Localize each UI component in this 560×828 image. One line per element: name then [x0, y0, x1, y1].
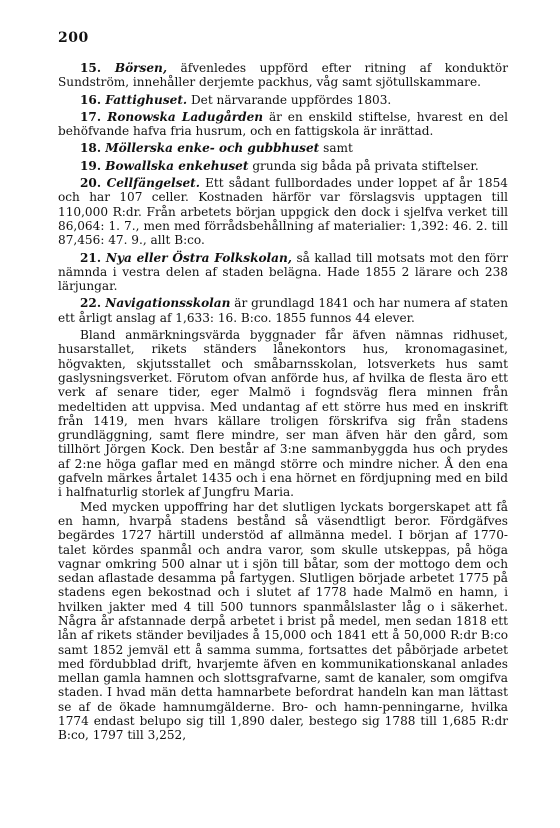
entry-item: [58, 93, 508, 107]
numbered-entries: [58, 61, 508, 325]
entry-text: Ett sådant fullbordades under loppet af år 1854 och har 107 celler. Kostnaden härför var förslagsvis upptagen till 110,000 R:dr. Från arbetets början uppgick den dock i sjelfva verket till 86,064: 1. 7., men med förrådsbehållning af materialier: 1,392: 46. 2. till 87,456: 47. 9., allt B:co.: [58, 176, 508, 248]
entry-item: [58, 296, 508, 325]
page-number: 200: [58, 30, 89, 46]
entry-number: 21.: [80, 250, 106, 265]
entry-item: [58, 110, 508, 139]
entry-number: 18.: [80, 141, 106, 156]
entry-text: grunda sig båda på privata stiftelser.: [248, 158, 479, 173]
entry-text: samt: [319, 141, 353, 156]
entry-title: Navigationsskolan: [105, 296, 231, 311]
entry-item: [58, 141, 508, 155]
entry-item: [58, 176, 508, 247]
entry-number: 17.: [80, 109, 108, 124]
entry-number: 22.: [80, 296, 106, 311]
body-paragraphs: [58, 328, 508, 743]
entry-item: [58, 159, 508, 173]
entry-text: är en enskild stiftelse, hvarest en del behöfvande hafva fria husrum, och en fattigskola är inrättad.: [58, 109, 508, 139]
entry-title: Ronowska Ladugården: [107, 109, 264, 124]
entry-number: 20.: [80, 176, 107, 191]
entry-title: Fattighuset.: [105, 92, 188, 107]
body-paragraph: Med mycken uppoffring har det slutligen lyckats borgerskapet att få en hamn, hvarpå stadens bestånd så väsendtligt beror. Fördgäfves begärdes 1727 härtill understöd af allmänna medel. I början af 1770-talet kördes spanmål och andra varor, som skulle utskeppas, på höga vagnar omkring 500 alnar ut i sjön till båtar, som der mottogo dem och sedan aflastade desamma på fartygen. Slutligen började arbetet 1775 på stadens egen bekostnad och i slutet af 1778 hade Malmö en hamn, i hvilken jakter med 4 till 500 tunnors spanmålslaster låg o i säkerhet. Några år afstannade derpå arbetet i brist på medel, men sedan 1818 ett lån af rikets ständer beviljades å 15,000 och 1841 ett å 50,000 R:dr B:co samt 1852 jemväl ett å samma summa, fortsattes det påbörjade arbetet med fördubblad drift, hvarjemte äfven en kommunikationskanal anlades mellan gamla hamnen och slottsgrafvarne, samt de kanaler, som omgifva staden. I hvad män detta hamnarbete befordrat handeln kan man lättast se af de ökade hamnumgälderne. Bro- och hamn-penningarne, hvilka 1774 endast belupo sig till 1,890 daler, bestego sig 1788 till 1,685 R:dr B:co, 1797 till 3,252,: [58, 499, 508, 743]
entry-text: är grundlagd 1841 och har numera af staten ett årligt anslag af 1,633: 16. B:co. 1855 funnos 44 elever.: [58, 296, 508, 325]
entry-number: 15.: [80, 61, 115, 75]
entry-title: Nya eller Östra Folkskolan,: [105, 250, 292, 265]
entry-number: 16.: [80, 92, 106, 107]
entry-text: äfvenledes uppförd efter ritning af konduktör Sundström, innehåller derjemte packhus, våg samt sjötullskammare.: [58, 61, 508, 90]
entry-title: Cellfängelset.: [106, 176, 200, 191]
entry-text: Det närvarande uppfördes 1803.: [187, 92, 392, 107]
body-paragraph: Bland anmärkningsvärda byggnader får äfven nämnas ridhuset, husarstallet, rikets ständers lånekontors hus, kronomagasinet, högvakten, skjutsstallet och småbarnsskolan, lotsverkets hus samt gaslysningsverket. Förutom ofvan anförde hus, af hvilka de flesta äro ett verk af senare tider, eger Malmö i fogndsväg flera minnen från medeltiden att uppvisa. Med undantag af ett större hus med en inskrift från 1419, men hvars källare troligen förskrifva sig från stadens grundläggning, samt flere mindre, ser man äfven här den gård, som tillhört Jörgen Kock. Den består af 3:ne sammanbyggda hus och prydes af 2:ne höga gaflar med en mängd större och mindre nicher. Å den ena gafveln märkes årtalet 1435 och i ena hörnet en fördjupning med en bild i halfnaturlig storlek af Jungfru Maria.: [58, 328, 508, 500]
entry-title: Möllerska enke- och gubbhuset: [105, 141, 320, 156]
entry-title: Bowallska enkehuset: [105, 158, 249, 173]
entry-item: [58, 61, 508, 90]
entry-text: så kallad till motsats mot den förr nämnda i vestra delen af staden belägna. Hade 1855 2 lärare och 238 lärjungar.: [58, 250, 508, 294]
entry-item: [58, 251, 508, 294]
entry-title: Börsen,: [114, 61, 168, 75]
entry-number: 19.: [80, 158, 106, 173]
